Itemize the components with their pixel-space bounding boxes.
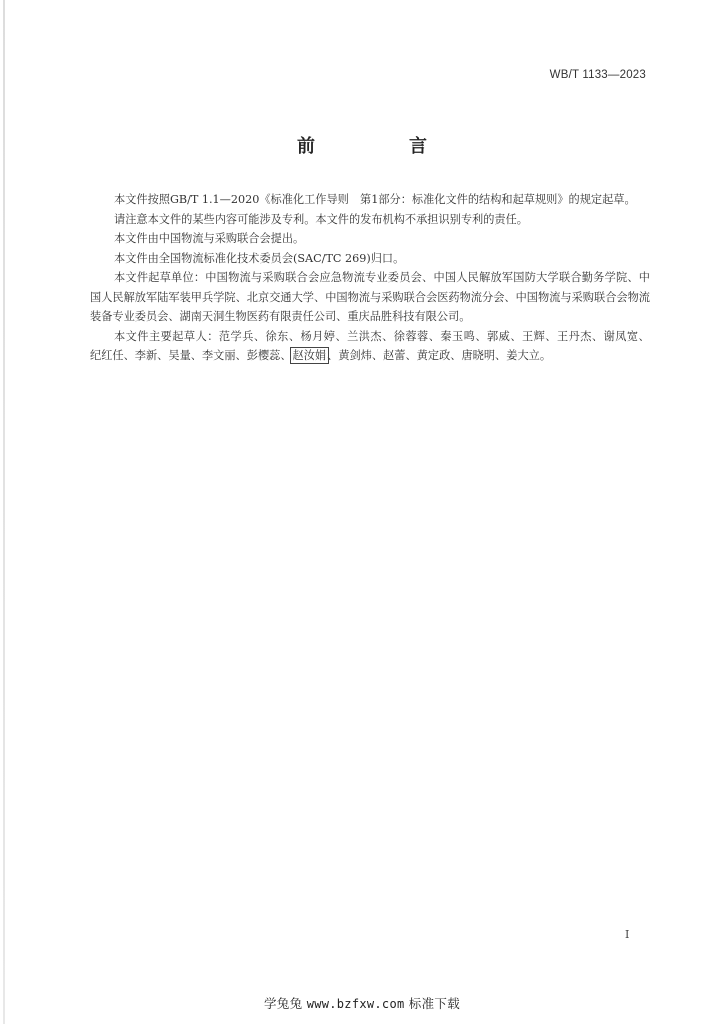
drafter-name: 徐蓉蓉 [393, 329, 429, 343]
name-separator: 、 [510, 329, 522, 343]
page-number: I [625, 928, 630, 941]
document-number: WB/T 1133—2023 [549, 69, 646, 81]
paragraph-patent-notice: 请注意本文件的某些内容可能涉及专利。本文件的发布机构不承担识别专利的责任。 [114, 212, 528, 226]
name-separator: 、 [638, 329, 650, 343]
drafter-name: 吴量 [168, 349, 191, 362]
name-separator: 、 [253, 329, 266, 343]
name-separator: 、 [190, 349, 202, 362]
drafter-name: 范学兵 [218, 329, 254, 343]
drafters-prefix: 本文件主要起草人： [114, 329, 219, 343]
footer-label: 标准下载 [408, 996, 460, 1011]
footer-url[interactable]: www.bzfxw.com [306, 997, 405, 1011]
drafter-name: 秦玉鸣 [440, 329, 476, 343]
name-separator: 、 [288, 329, 301, 343]
drafter-name: 彭樱蕊 [246, 349, 281, 362]
name-separator: 、 [371, 349, 384, 362]
footer-site-name: 学兔兔 [264, 996, 303, 1011]
paragraph-administrator: 本文件由全国物流标准化技术委员会(SAC/TC 269)归口。 [114, 251, 405, 265]
drafter-name: 杨月婷 [300, 329, 336, 343]
name-separator: 、 [545, 329, 557, 343]
name-separator: 、 [280, 349, 292, 362]
name-separator: 、 [591, 329, 604, 343]
name-separator: 、 [123, 349, 135, 362]
drafter-name: 唐晓明 [461, 349, 496, 362]
name-separator: 、 [235, 349, 247, 362]
section-title: 前 言 [297, 136, 465, 157]
paragraph-proposer: 本文件由中国物流与采购联合会提出。 [114, 232, 305, 245]
name-separator: 、 [428, 329, 441, 343]
drafter-name: 李文丽 [201, 349, 236, 362]
drafter-name: 王丹杰 [556, 329, 592, 343]
drafter-name: 王辉 [521, 329, 546, 343]
drafter-name: 纪红任 [90, 349, 124, 362]
name-separator: 、 [405, 349, 417, 362]
drafter-name-highlighted: 赵汝娟 [292, 349, 327, 362]
drafter-name: 黄定政 [416, 349, 451, 362]
name-separator: 、 [382, 329, 394, 343]
paragraph-drafters [90, 327, 650, 366]
name-separator: 、 [475, 329, 487, 343]
drafter-name: 姜大立 [506, 349, 540, 362]
name-separator: 。 [539, 349, 552, 362]
foreword-body [90, 190, 650, 366]
paragraph-drafting-units: 本文件起草单位：中国物流与采购联合会应急物流专业委员会、中国人民解放军国防大学联合勤务学院、中国人民解放军陆军装甲兵学院、北京交通大学、中国物流与采购联合会医药物流分会、中国物流与采购联合会物流装备专业委员会、湖南天洞生物医药有限责任公司、重庆品胜科技有限公司。 [90, 271, 650, 323]
name-separator: 、 [157, 349, 169, 362]
drafter-name: 徐东 [265, 329, 289, 343]
drafter-name: 谢凤宽 [603, 329, 639, 343]
name-separator: 、 [450, 349, 462, 362]
drafter-name: 李新 [134, 349, 158, 362]
drafter-name: 兰洪杰 [347, 329, 383, 343]
paragraph-drafting-rules: 本文件按照GB/T 1.1—2020《标准化工作导则 第1部分：标准化文件的结构和起草规则》的规定起草。 [114, 193, 636, 206]
drafter-name: 赵蕾 [383, 349, 406, 362]
drafter-name: 黄剑炜 [338, 349, 372, 362]
drafter-name: 郭威 [487, 329, 511, 343]
name-separator: 、 [495, 349, 507, 362]
name-separator: 、 [335, 329, 348, 343]
footer-watermark [0, 994, 724, 1012]
name-separator: 、 [327, 349, 339, 362]
